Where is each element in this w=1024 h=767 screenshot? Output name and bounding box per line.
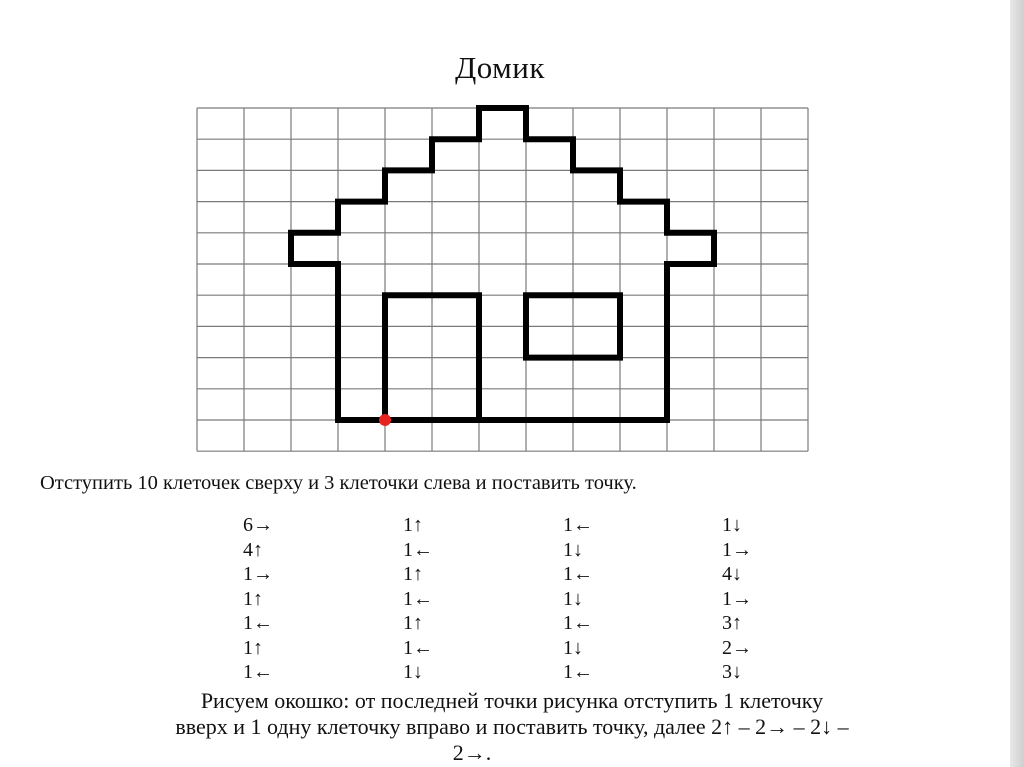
step-cell: 4↓ (722, 563, 742, 585)
step-cell: 1← (243, 661, 273, 683)
step-cell: 1← (563, 612, 593, 634)
step-cell: 1→ (243, 563, 273, 585)
step-cell: 1← (243, 612, 273, 634)
step-cell: 1↑ (403, 563, 423, 585)
footer-line-1: Рисуем окошко: от последней точки рисунка отступить 1 клеточку (200, 688, 824, 713)
footer-line-2: вверх и 1 одну клеточку вправо и поставить точку, далее 2↑ – 2→ – 2↓ – (175, 714, 849, 739)
step-cell: 4↑ (243, 538, 263, 561)
step-cell: 3↓ (722, 661, 742, 683)
step-cell: 1↓ (403, 661, 423, 683)
footer-line-3: 2→. (452, 740, 492, 765)
steps-table (0, 513, 1024, 693)
page-title: Домик (455, 50, 545, 85)
step-cell: 6→ (243, 514, 273, 536)
step-cell: 1← (563, 661, 593, 683)
step-cell: 1↑ (243, 636, 263, 659)
step-cell: 1← (563, 514, 593, 536)
step-cell: 1↓ (563, 587, 583, 610)
step-cell: 2→ (722, 636, 752, 659)
step-cell: 1← (403, 587, 433, 610)
step-cell: 3↑ (722, 612, 742, 634)
step-cell: 1← (563, 563, 593, 585)
step-cell: 1↑ (403, 514, 423, 536)
step-cell: 1→ (722, 587, 752, 610)
step-cell: 1↓ (722, 514, 742, 536)
step-cell: 1↑ (243, 587, 263, 610)
step-cell: 1↓ (563, 636, 583, 659)
instruction-text: Отступить 10 клеточек сверху и 3 клеточки слева и поставить точку. (40, 472, 637, 494)
step-cell: 1← (403, 538, 433, 561)
step-cell: 1↑ (403, 612, 423, 634)
step-cell: 1← (403, 636, 433, 659)
step-cell: 1→ (722, 538, 752, 561)
grid-lines (197, 108, 808, 451)
start-point-dot (379, 414, 391, 426)
step-cell: 1↓ (563, 538, 583, 561)
